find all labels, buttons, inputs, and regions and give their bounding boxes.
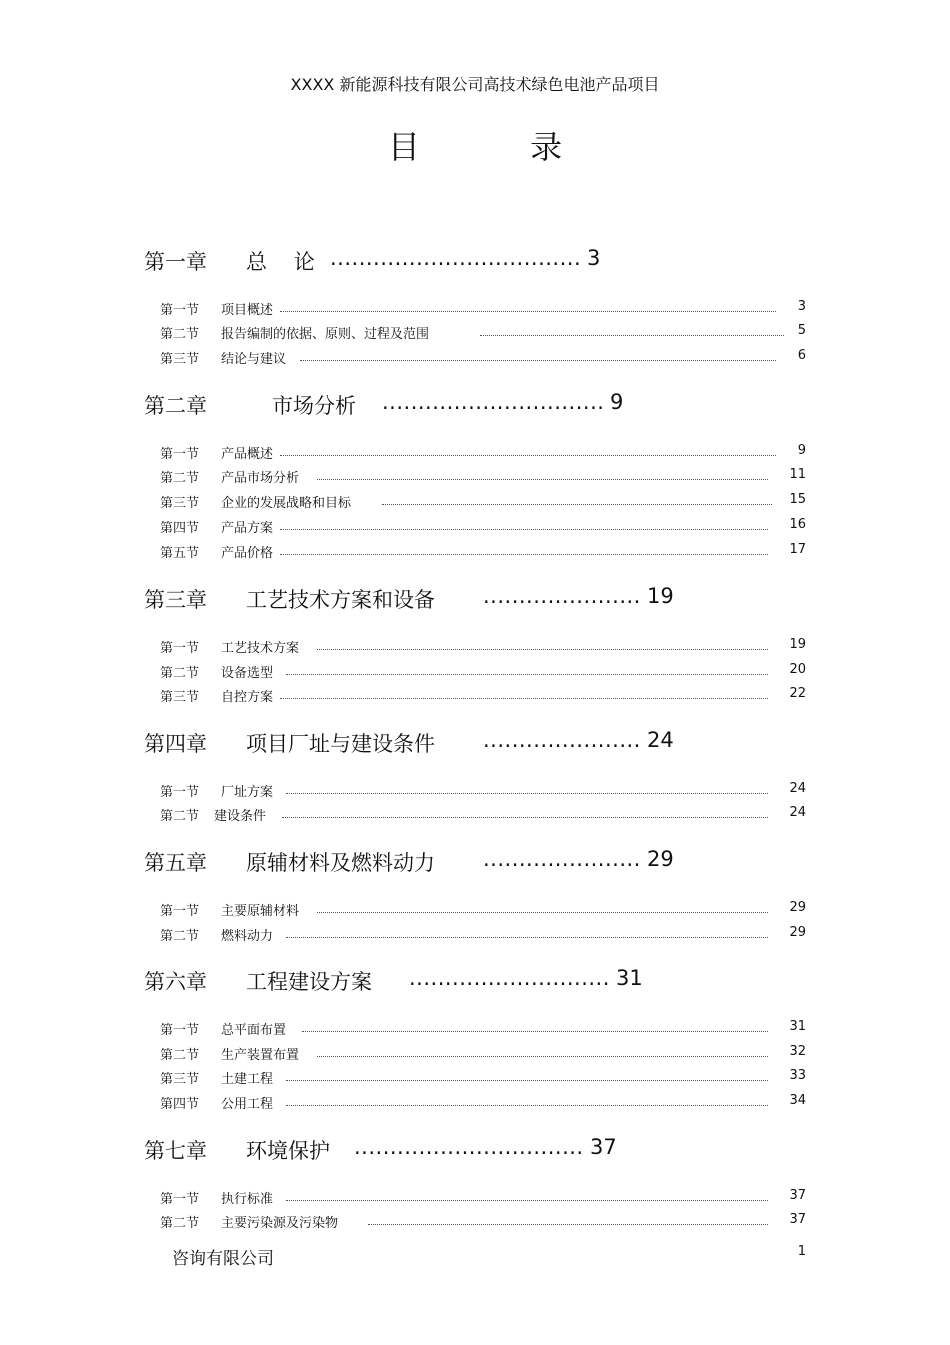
section-title: 厂址方案 [221, 785, 274, 800]
section-page-number: 31 [789, 1019, 806, 1034]
chapter-title: 原辅材料及燃料动力 [246, 851, 435, 875]
chapter-leader-dots: ................................... [330, 246, 582, 270]
chapter-label: 第二章 [144, 394, 207, 418]
section-label: 第二节 [160, 929, 200, 944]
section-page-number: 3 [797, 299, 806, 314]
section-page-number: 5 [797, 323, 806, 338]
section-title: 执行标准 [221, 1192, 274, 1207]
section-leader-dots [286, 1069, 768, 1081]
toc-section[interactable] [160, 1019, 806, 1039]
section-label: 第一节 [160, 303, 200, 318]
section-leader-dots [280, 300, 776, 312]
footer-company: 咨询有限公司 [172, 1249, 274, 1269]
section-label: 第一节 [160, 641, 200, 656]
toc-section[interactable] [160, 662, 806, 682]
toc-section[interactable] [160, 900, 806, 920]
toc-section[interactable] [160, 637, 806, 657]
section-label: 第四节 [160, 521, 200, 536]
toc-section[interactable] [160, 492, 806, 512]
section-label: 第五节 [160, 546, 200, 561]
section-title: 项目概述 [221, 303, 274, 318]
chapter-page-number: 9 [610, 390, 624, 414]
section-title: 产品市场分析 [221, 471, 300, 486]
section-title: 燃料动力 [221, 929, 274, 944]
section-label: 第一节 [160, 1192, 200, 1207]
section-title: 设备选型 [221, 666, 274, 681]
section-title: 主要原辅材料 [221, 904, 300, 919]
section-label: 第一节 [160, 785, 200, 800]
section-title: 建设条件 [214, 809, 267, 824]
section-leader-dots [317, 468, 768, 480]
section-page-number: 6 [797, 348, 806, 363]
toc-section[interactable] [160, 517, 806, 537]
section-leader-dots [280, 444, 776, 456]
section-leader-dots [286, 926, 768, 938]
section-title: 工艺技术方案 [221, 641, 300, 656]
section-page-number: 29 [789, 900, 806, 915]
section-page-number: 9 [797, 443, 806, 458]
chapter-title: 总 论 [246, 250, 315, 274]
section-leader-dots [286, 663, 768, 675]
section-label: 第四节 [160, 1097, 200, 1112]
section-title: 公用工程 [221, 1097, 274, 1112]
section-title: 企业的发展战略和目标 [221, 496, 352, 511]
section-label: 第三节 [160, 352, 200, 367]
section-page-number: 32 [789, 1044, 806, 1059]
toc-section[interactable] [160, 467, 806, 487]
chapter-leader-dots: ............................ [409, 966, 610, 990]
section-label: 第三节 [160, 1072, 200, 1087]
section-leader-dots [300, 349, 776, 361]
chapter-title: 项目厂址与建设条件 [246, 732, 435, 756]
section-page-number: 22 [789, 686, 806, 701]
section-label: 第一节 [160, 1023, 200, 1038]
toc-section[interactable] [160, 1093, 806, 1113]
section-page-number: 37 [789, 1212, 806, 1227]
chapter-leader-dots: ................................ [354, 1135, 584, 1159]
section-title: 自控方案 [221, 690, 274, 705]
chapter-label: 第七章 [144, 1139, 207, 1163]
toc-section[interactable] [160, 1044, 806, 1064]
chapter-leader-dots: ...................... [483, 847, 641, 871]
section-label: 第二节 [160, 1216, 200, 1231]
chapter-label: 第五章 [144, 851, 207, 875]
section-label: 第三节 [160, 690, 200, 705]
section-page-number: 16 [789, 517, 806, 532]
chapter-title: 环境保护 [246, 1139, 330, 1163]
section-leader-dots [286, 782, 768, 794]
section-title: 土建工程 [221, 1072, 274, 1087]
section-page-number: 11 [789, 467, 806, 482]
section-title: 总平面布置 [221, 1023, 287, 1038]
chapter-page-number: 29 [647, 847, 674, 871]
chapter-label: 第一章 [144, 250, 207, 274]
section-page-number: 17 [789, 542, 806, 557]
section-leader-dots [280, 518, 768, 530]
section-label: 第一节 [160, 447, 200, 462]
section-leader-dots [282, 806, 768, 818]
toc-section[interactable] [160, 1212, 806, 1232]
section-title: 产品方案 [221, 521, 274, 536]
section-label: 第三节 [160, 496, 200, 511]
section-leader-dots [280, 687, 768, 699]
section-leader-dots [317, 901, 768, 913]
section-title: 主要污染源及污染物 [221, 1216, 339, 1231]
section-leader-dots [382, 493, 772, 505]
section-title: 产品概述 [221, 447, 274, 462]
chapter-page-number: 37 [590, 1135, 617, 1159]
chapter-title: 市场分析 [272, 394, 356, 418]
section-page-number: 29 [789, 925, 806, 940]
chapter-label: 第四章 [144, 732, 207, 756]
section-leader-dots [317, 638, 768, 650]
chapter-page-number: 31 [616, 966, 643, 990]
chapter-title: 工艺技术方案和设备 [246, 588, 435, 612]
chapter-leader-dots: ...................... [483, 584, 641, 608]
document-header: XXXX 新能源科技有限公司高技术绿色电池产品项目 [290, 75, 660, 94]
section-title: 生产装置布置 [221, 1048, 300, 1063]
section-page-number: 24 [789, 805, 806, 820]
section-leader-dots [286, 1189, 768, 1201]
section-page-number: 33 [789, 1068, 806, 1083]
section-page-number: 20 [789, 662, 806, 677]
chapter-title: 工程建设方案 [246, 970, 372, 994]
toc-section[interactable] [160, 1068, 806, 1088]
section-leader-dots [317, 1045, 768, 1057]
toc-section[interactable] [160, 805, 806, 825]
section-leader-dots [480, 324, 784, 336]
section-label: 第一节 [160, 904, 200, 919]
section-title: 报告编制的依据、原则、过程及范围 [221, 327, 430, 342]
section-page-number: 24 [789, 781, 806, 796]
chapter-label: 第三章 [144, 588, 207, 612]
toc-section[interactable] [160, 781, 806, 801]
toc-section[interactable] [160, 299, 806, 319]
chapter-page-number: 24 [647, 728, 674, 752]
toc-section[interactable] [160, 686, 806, 706]
page-title: 目 录 [387, 128, 613, 166]
section-page-number: 34 [789, 1093, 806, 1108]
toc-section[interactable] [160, 348, 806, 368]
chapter-leader-dots: ............................... [382, 390, 605, 414]
chapter-leader-dots: ...................... [483, 728, 641, 752]
section-page-number: 15 [789, 492, 806, 507]
section-page-number: 37 [789, 1188, 806, 1203]
section-label: 第二节 [160, 809, 200, 824]
toc-section[interactable] [160, 443, 806, 463]
toc-section[interactable] [160, 925, 806, 945]
chapter-label: 第六章 [144, 970, 207, 994]
section-page-number: 19 [789, 637, 806, 652]
section-label: 第二节 [160, 666, 200, 681]
section-title: 结论与建议 [221, 352, 287, 367]
section-leader-dots [302, 1020, 768, 1032]
footer-page-number: 1 [797, 1244, 806, 1259]
section-label: 第二节 [160, 1048, 200, 1063]
section-leader-dots [280, 543, 768, 555]
toc-section[interactable] [160, 1188, 806, 1208]
toc-section[interactable] [160, 542, 806, 562]
section-leader-dots [286, 1094, 768, 1106]
section-title: 产品价格 [221, 546, 274, 561]
chapter-page-number: 19 [647, 584, 674, 608]
section-label: 第二节 [160, 327, 200, 342]
chapter-page-number: 3 [587, 246, 601, 270]
toc-section[interactable] [160, 323, 806, 343]
section-label: 第二节 [160, 471, 200, 486]
section-leader-dots [368, 1213, 768, 1225]
